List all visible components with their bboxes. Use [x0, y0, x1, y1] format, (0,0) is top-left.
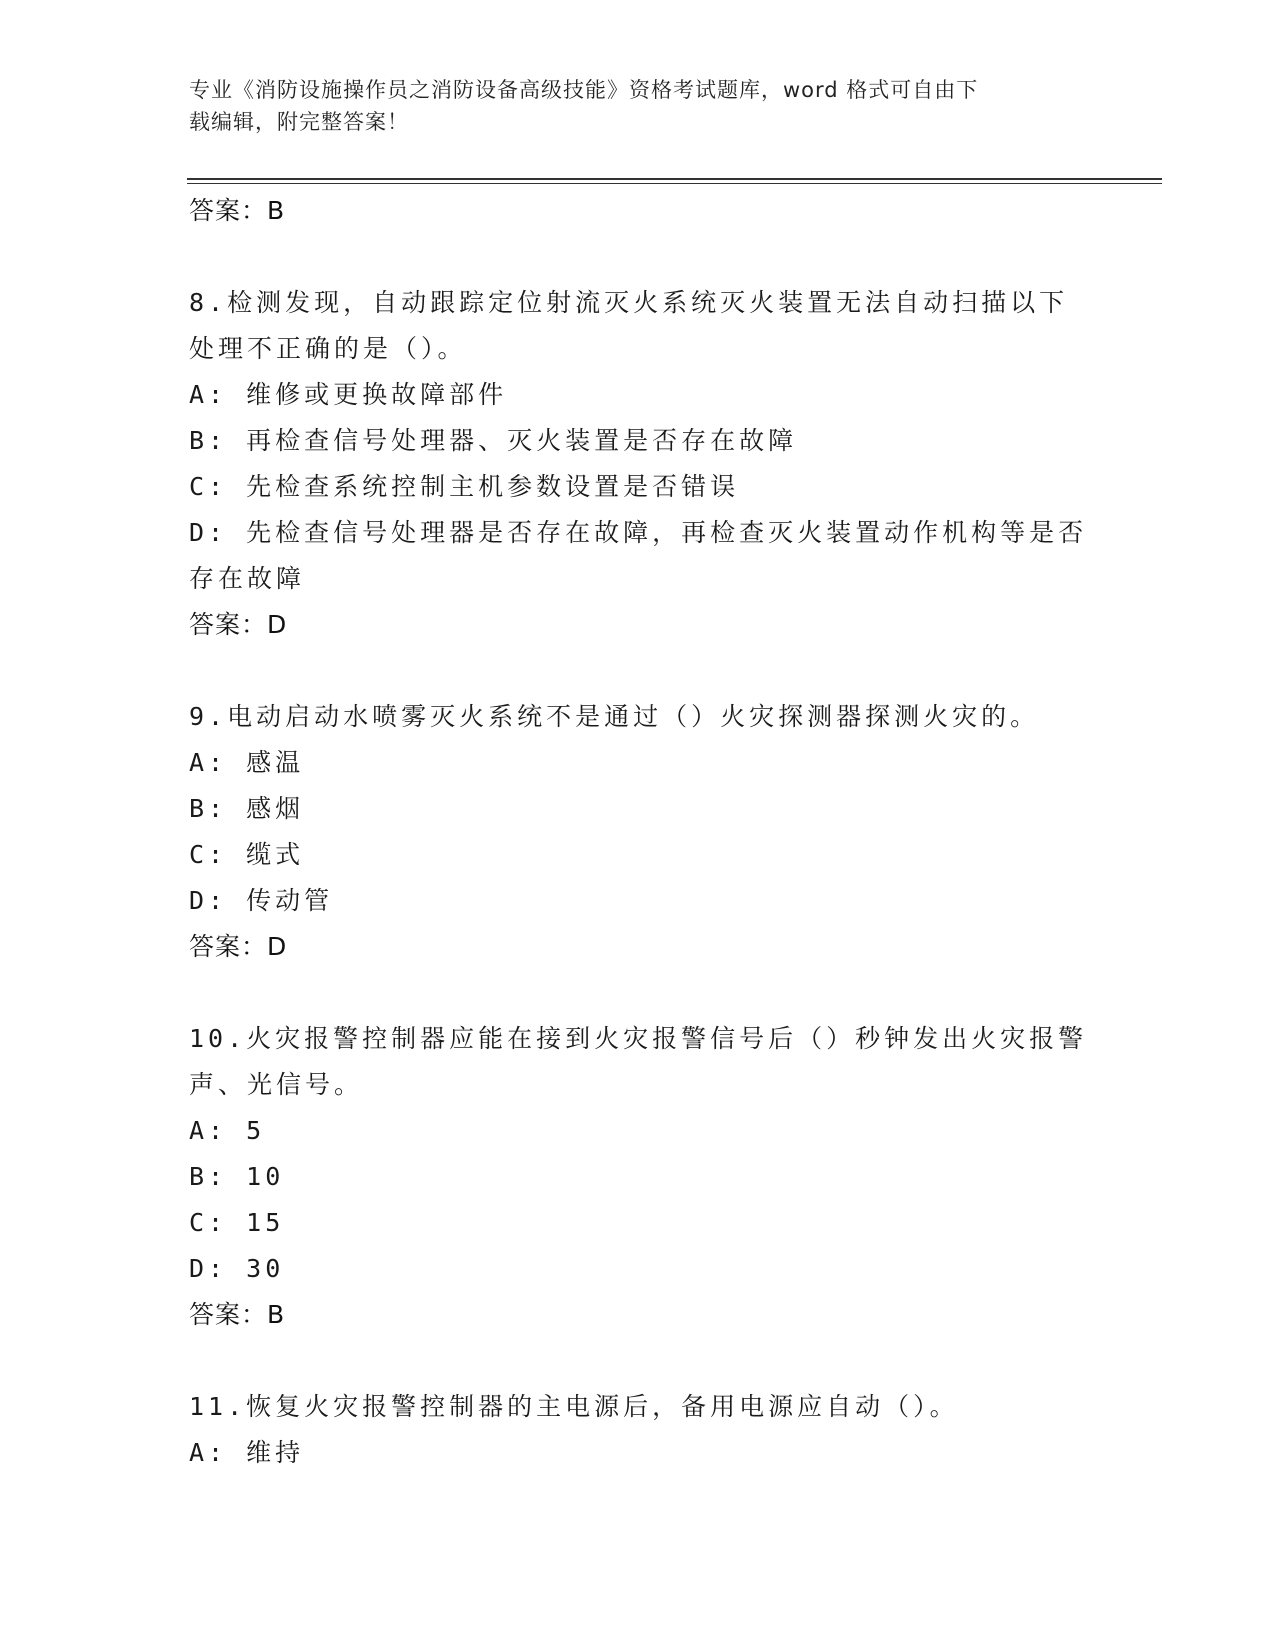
option-a: A: 维持: [189, 1438, 305, 1467]
option-a: A: 维修或更换故障部件: [189, 380, 508, 409]
option-b: B: 10: [189, 1162, 285, 1191]
document-header: [189, 74, 1089, 138]
question-item: [189, 1016, 1089, 1338]
question-item: [189, 694, 1089, 970]
option-a: A: 感温: [189, 748, 305, 777]
answer-line: 答案：D: [189, 610, 288, 639]
question-stem: 8.检测发现，自动跟踪定位射流灭火系统灭火装置无法自动扫描以下处理不正确的是（）。: [189, 288, 1069, 363]
option-b: B: 感烟: [189, 794, 305, 823]
option-d: D: 30: [189, 1254, 285, 1283]
option-c: C: 先检查系统控制主机参数设置是否错误: [189, 472, 740, 501]
header-divider-thin: [187, 183, 1162, 184]
answer-line: 答案：B: [189, 1300, 286, 1329]
question-stem: 10.火灾报警控制器应能在接到火灾报警信号后（）秒钟发出火灾报警声、光信号。: [189, 1024, 1088, 1099]
option-c: C: 缆式: [189, 840, 305, 869]
question-item: [189, 1384, 1089, 1476]
question-stem: 9.电动启动水喷雾灭火系统不是通过（）火灾探测器探测火灾的。: [189, 702, 1040, 731]
question-list: [189, 188, 1089, 1476]
answer-line: 答案：B: [189, 196, 286, 225]
option-d: D: 传动管: [189, 886, 334, 915]
option-a: A: 5: [189, 1116, 266, 1145]
header-line-1: 专业《消防设施操作员之消防设备高级技能》资格考试题库，word 格式可自由下: [189, 78, 979, 102]
option-b: B: 再检查信号处理器、灭火装置是否存在故障: [189, 426, 798, 455]
answer-line: 答案：D: [189, 932, 288, 961]
header-divider-thick: [187, 178, 1162, 180]
question-item: [189, 280, 1089, 648]
header-line-2: 载编辑，附完整答案！: [189, 110, 409, 134]
question-stem: 11.恢复火灾报警控制器的主电源后，备用电源应自动（）。: [189, 1392, 959, 1421]
option-d: D: 先检查信号处理器是否存在故障，再检查灭火装置动作机构等是否存在故障: [189, 518, 1088, 593]
option-c: C: 15: [189, 1208, 285, 1237]
